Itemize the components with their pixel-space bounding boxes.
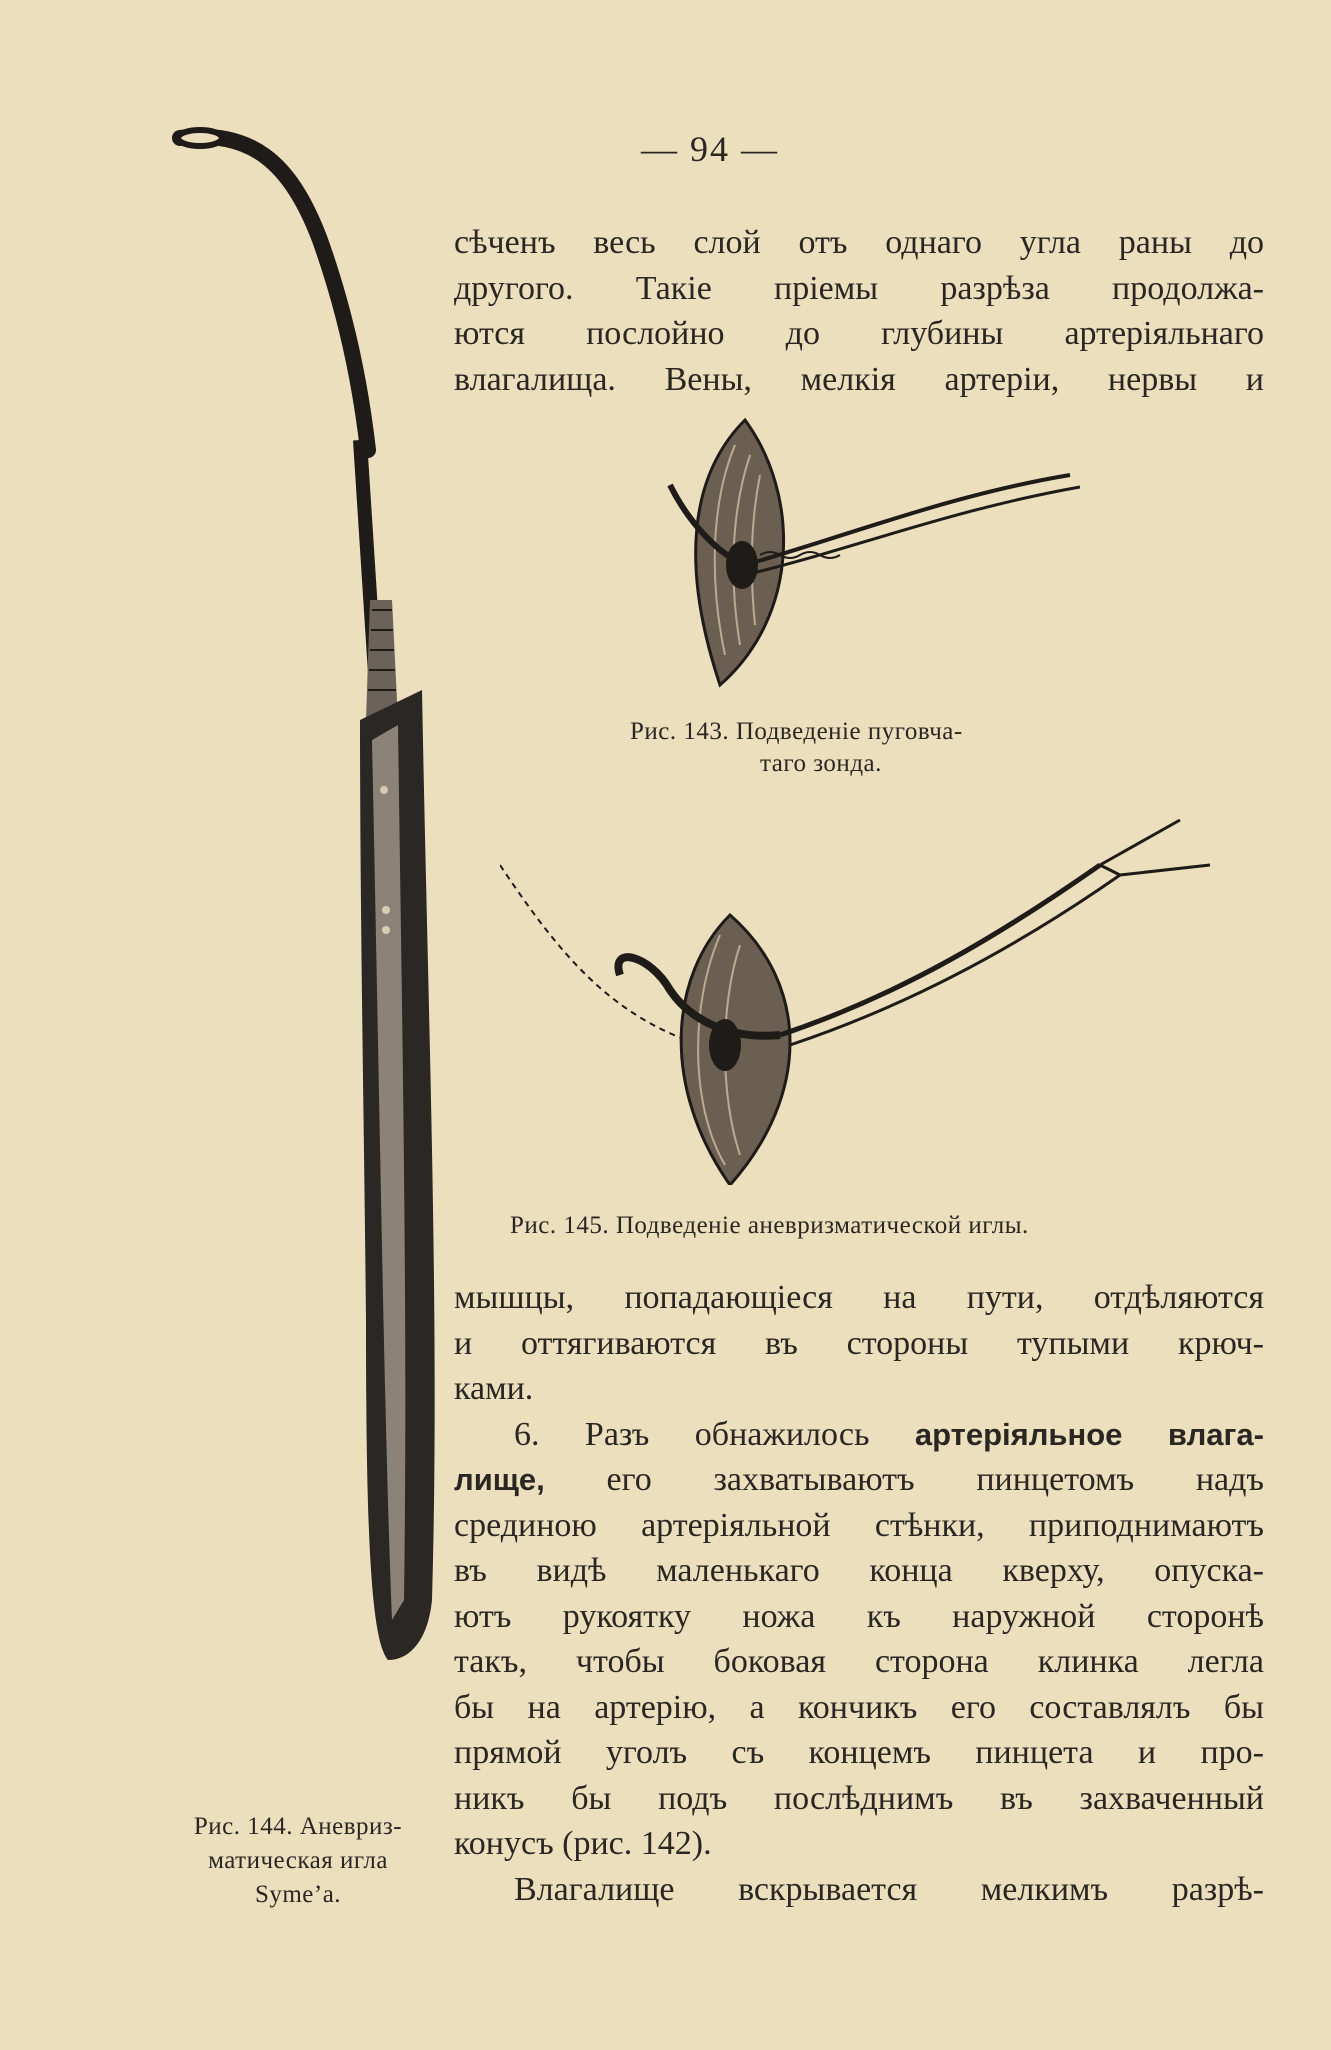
figure-143-probe-insertion — [650, 415, 1110, 705]
text-line: влагалища. Вены, мелкія артеріи, нервы и — [454, 360, 1264, 398]
caption-line: таго зонда. — [760, 750, 882, 777]
text-line: ютъ рукоятку ножа къ наружной сторонѣ — [454, 1597, 1264, 1635]
caption-line: Рис. 144. Аневриз- — [193, 1813, 403, 1840]
caption-line: матическая игла — [208, 1847, 388, 1874]
text-line: ками. — [454, 1370, 534, 1407]
text-run: 6. Разъ обнажилось — [514, 1415, 915, 1453]
figure-144-caption — [148, 1810, 448, 1912]
figure-144-aneurysm-needle — [160, 120, 460, 1740]
caption-line: Syme’a. — [254, 1881, 342, 1908]
text-line: конусъ (рис. 142). — [454, 1825, 712, 1862]
bold-run: лище, — [454, 1462, 545, 1497]
bold-run: артеріяльное влага- — [914, 1416, 1264, 1452]
text-line: сѣченъ весь слой отъ однаго угла раны до — [454, 224, 1264, 261]
figure-143-caption — [630, 716, 1100, 780]
page-number: — 94 — — [641, 129, 779, 169]
text-line: бы на артерію, а кончикъ его составлялъ бы — [454, 1688, 1264, 1726]
text-line: ются послойно до глубины артеріяльнаго — [454, 315, 1264, 352]
paragraph-bottom — [454, 1275, 1264, 1912]
text-line: въ видѣ маленькаго конца кверху, опуска- — [454, 1552, 1264, 1589]
text-line: прямой уголъ съ концемъ пинцета и про- — [454, 1734, 1264, 1771]
figure-145-caption: Рис. 145. Подведеніе аневризматической иглы. — [510, 1212, 1029, 1239]
text-line — [454, 1457, 1264, 1503]
text-line: и оттягиваются въ стороны тупыми крюч- — [454, 1324, 1264, 1362]
figure-145-needle-insertion — [500, 815, 1220, 1185]
text-run: его захватываютъ пинцетомъ надъ — [544, 1461, 1264, 1498]
text-line: мышцы, попадающіеся на пути, отдѣляются — [454, 1279, 1264, 1316]
text-line: другого. Такіе пріемы разрѣза продолжа- — [454, 269, 1264, 307]
text-line: такъ, чтобы боковая сторона клинка легла — [454, 1643, 1264, 1680]
text-line: никъ бы подъ послѣднимъ въ захваченный — [454, 1779, 1264, 1817]
paragraph-top — [454, 220, 1264, 402]
text-line — [454, 1412, 1264, 1458]
text-line: срединою артеріяльной стѣнки, приподнимаютъ — [454, 1506, 1264, 1544]
caption-line: Рис. 143. Подведеніе пуговча- — [630, 718, 963, 745]
text-line: Влагалище вскрывается мелкимъ разрѣ- — [514, 1870, 1264, 1908]
